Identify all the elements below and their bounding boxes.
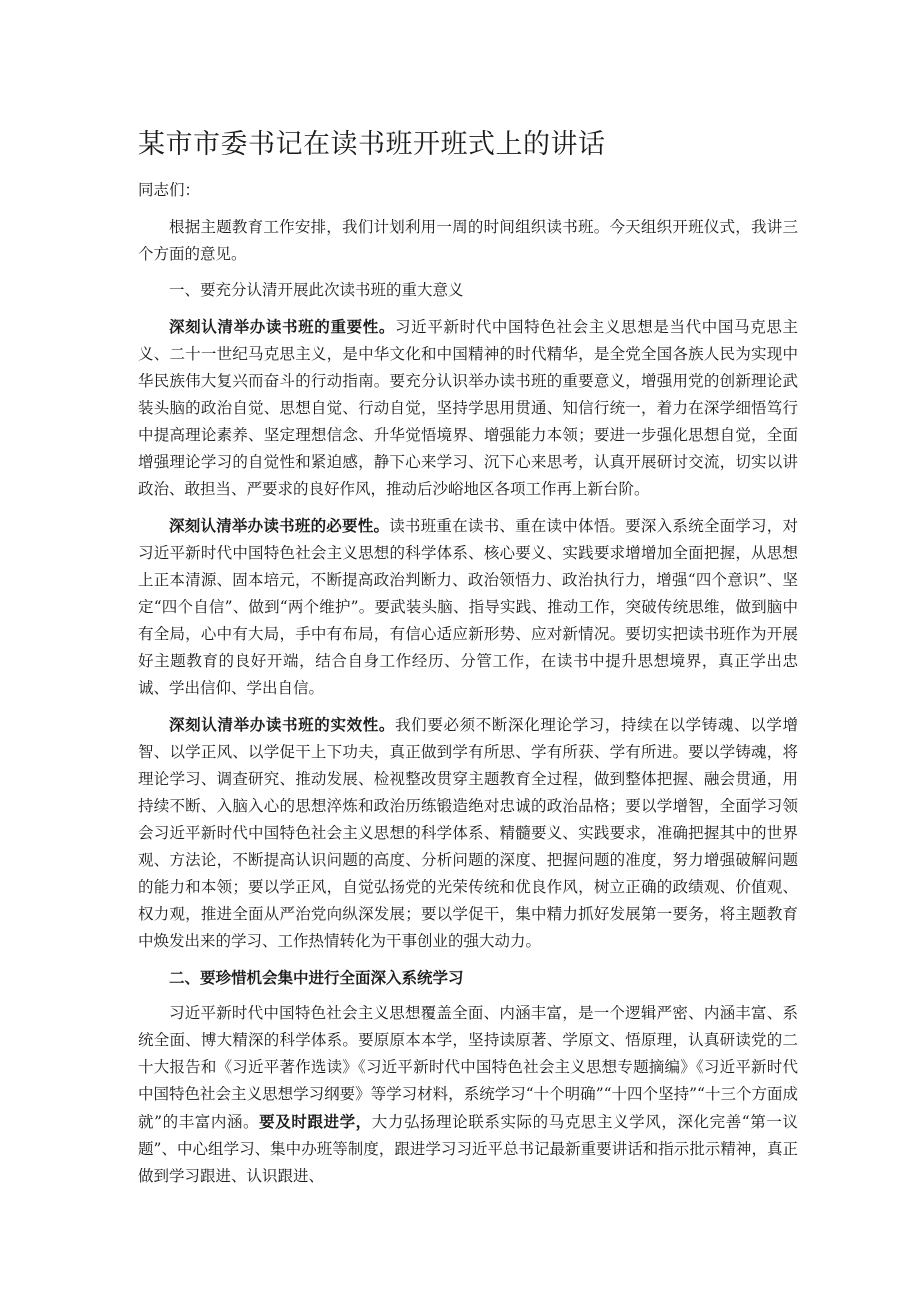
paragraph-body: 习近平新时代中国特色社会主义思想覆盖全面、内涵丰富，是一个逻辑严密、内涵丰富、系统全面、博大精深的科学体系。要原原本本学，坚持读原著、学原文、悟原理，认真研读党的二十大报告和《习近平著作选读》《习近平新时代中国特色社会主义思想专题摘编》《习近平新时代中国特色社会主义思想学习纲要》等学习材料，系统学习“十个明确”“十四个坚持”“十三个方面成就”的丰富内涵。 <box>138 1004 798 1131</box>
intro-paragraph: 根据主题教育工作安排，我们计划利用一周的时间组织读书班。今天组织开班仪式，我讲三个方面的意见。 <box>138 218 798 263</box>
section-2-paragraph-1 <box>138 1000 798 1190</box>
document-title: 某市市委书记在读书班开班式上的讲话 <box>138 129 606 160</box>
document-page <box>138 127 798 1199</box>
section-1-paragraph-2 <box>138 512 798 702</box>
paragraph-body: 习近平新时代中国特色社会主义思想是当代中国马克思主义、二十一世纪马克思主义，是中华文化和中国精神的时代精华，是全党全国各族人民为实现中华民族伟大复兴而奋斗的行动指南。要充分认识举办读书班的重要意义，增强用党的创新理论武装头脑的政治自觉、思想自觉、行动自觉，坚持学思用贯通、知信行统一，着力在深学细悟笃行中提高理论素养、坚定理想信念、升华觉悟境界、增强能力本领；要进一步强化思想自觉，全面增强理论学习的自觉性和紧迫感，静下心来学习、沉下心来思考，认真开展研讨交流，切实以讲政治、敢担当、严要求的良好作风，推动后沙峪地区各项工作再上新台阶。 <box>138 318 798 498</box>
section-1-paragraph-3 <box>138 711 798 955</box>
section-1-heading: 一、要充分认清开展此次读书班的重大意义 <box>169 281 464 299</box>
section-1-paragraph-1 <box>138 313 798 503</box>
paragraph-lead: 深刻认清举办读书班的实效性。 <box>169 715 396 734</box>
paragraph-lead: 深刻认清举办读书班的必要性。 <box>169 516 390 535</box>
paragraph-lead: 要及时跟进学， <box>259 1112 372 1131</box>
paragraph-body: 大力弘扬理论联系实际的马克思主义学风，深化完善“第一议题”、中心组学习、集中办班等制度，跟进学习习近平总书记最新重要讲话和指示批示精神，真正做到学习跟进、认识跟进、 <box>138 1113 798 1185</box>
paragraph-body: 我们要必须不断深化理论学习，持续在以学铸魂、以学增智、以学正风、以学促干上下功夫，真正做到学有所思、学有所获、学有所进。要以学铸魂，将理论学习、调查研究、推动发展、检视整改贯穿主题教育全过程，做到整体把握、融会贯通，用持续不断、入脑入心的思想淬炼和政治历练锻造绝对忠诚的政治品格；要以学增智，全面学习领会习近平新时代中国特色社会主义思想的科学体系、精髓要义、实践要求，准确把握其中的世界观、方法论，不断提高认识问题的高度、分析问题的深度、把握问题的准度，努力增强破解问题的能力和本领；要以学正风，自觉弘扬党的光荣传统和优良作风，树立正确的政绩观、价值观、权力观，推进全面从严治党向纵深发展；要以学促干，集中精力抓好发展第一要务，将主题教育中焕发出来的学习、工作热情转化为干事创业的强大动力。 <box>138 716 798 950</box>
paragraph-body: 读书班重在读书、重在读中体悟。要深入系统全面学习，对习近平新时代中国特色社会主义思想的科学体系、核心要义、实践要求增增加全面把握，从思想上正本清源、固本培元，不断提高政治判断力、政治领悟力、政治执行力，增强“四个意识”、坚定“四个自信”、做到“两个维护”。要武装头脑、指导实践、推动工作，突破传统思维，做到脑中有全局，心中有大局，手中有布局，有信心适应新形势、应对新情况。要切实把读书班作为开展好主题教育的良好开端，结合自身工作经历、分管工作，在读书中提升思想境界，真正学出忠诚、学出信仰、学出自信。 <box>138 517 798 697</box>
paragraph-lead: 深刻认清举办读书班的重要性。 <box>169 317 396 336</box>
section-2-heading: 二、要珍惜机会集中进行全面深入系统学习 <box>169 968 464 987</box>
salutation: 同志们： <box>138 181 201 199</box>
